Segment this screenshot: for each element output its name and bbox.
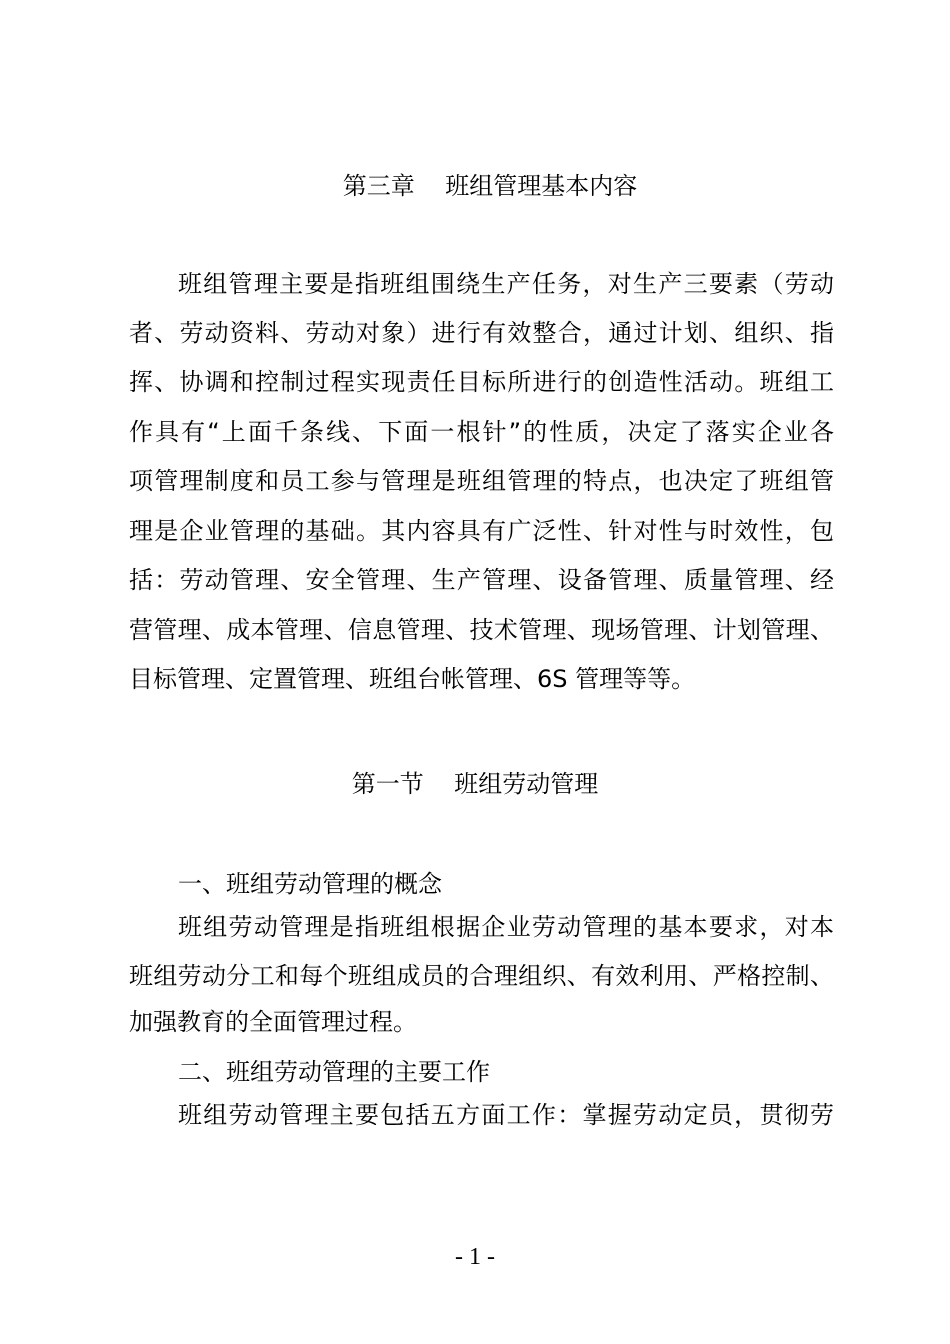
subsection-heading: 二、班组劳动管理的主要工作 [178,1058,490,1086]
subsection-paragraph-line: 班组劳动管理是指班组根据企业劳动管理的基本要求，对本 [178,913,834,941]
intro-paragraph-line: 者、劳动资料、劳动对象）进行有效整合，通过计划、组织、指 [129,319,834,347]
subsection-paragraph-line: 班组劳动管理主要包括五方面工作：掌握劳动定员，贯彻劳 [178,1101,834,1129]
chapter-title: 第三章 班组管理基本内容 [342,172,638,200]
intro-paragraph-line: 理是企业管理的基础。其内容具有广泛性、针对性与时效性，包 [129,517,834,545]
intro-paragraph-line: 项管理制度和员工参与管理是班组管理的特点，也决定了班组管 [129,467,834,495]
section-title: 第一节 班组劳动管理 [351,770,599,798]
intro-paragraph-line: 营管理、成本管理、信息管理、技术管理、现场管理、计划管理、 [129,616,834,644]
subsection-paragraph-line: 班组劳动分工和每个班组成员的合理组织、有效利用、严格控制、 [129,962,834,990]
subsection-heading: 一、班组劳动管理的概念 [178,870,442,898]
intro-paragraph-line: 目标管理、定置管理、班组台帐管理、6S 管理等等。 [129,665,696,693]
subsection-paragraph-line: 加强教育的全面管理过程。 [129,1008,417,1036]
page-number: - 1 - [455,1244,495,1270]
intro-paragraph-line: 班组管理主要是指班组围绕生产任务，对生产三要素（劳动 [178,270,834,298]
intro-paragraph-line: 挥、协调和控制过程实现责任目标所进行的创造性活动。班组工 [129,368,834,396]
intro-paragraph-line: 括：劳动管理、安全管理、生产管理、设备管理、质量管理、经 [129,566,834,594]
intro-paragraph-line: 作具有“上面千条线、下面一根针”的性质，决定了落实企业各 [129,418,834,446]
